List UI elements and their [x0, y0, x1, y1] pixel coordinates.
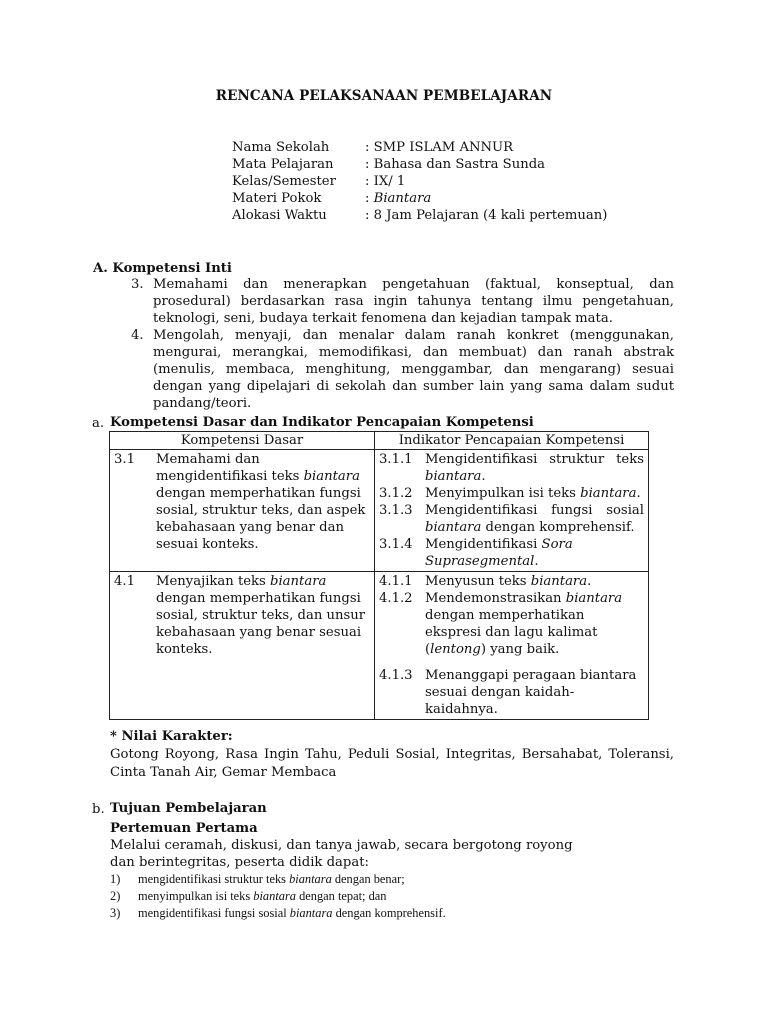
- list-item: [110, 871, 446, 888]
- table-header-cell: Kompetensi Dasar: [110, 432, 375, 450]
- list-item: [379, 451, 644, 485]
- tujuan-intro: Melalui ceramah, diskusi, dan tanya jawab, secara bergotong royong dan berintegritas, peserta didik dapat:: [110, 838, 573, 870]
- tujuan-list: [110, 871, 446, 922]
- ipk-text: Mendemonstrasikan biantara dengan memperhatikan ekspresi dan lagu kalimat (lentong) yang baik.: [425, 591, 623, 657]
- ipk-cell: [375, 572, 649, 720]
- ki-number: 4.: [131, 328, 144, 343]
- list-item: [379, 485, 644, 502]
- ipk-number: 4.1.2: [379, 591, 413, 606]
- ipk-text: Mengidentifikasi struktur teks biantara.: [425, 452, 644, 484]
- karakter-text: Gotong Royong, Rasa Ingin Tahu, Peduli Sosial, Integritas, Bersahabat, Toleransi, Cinta Tanah Air, Gemar Membaca: [110, 747, 674, 780]
- identity-label: Mata Pelajaran: [232, 157, 334, 172]
- document-title: RENCANA PELAKSANAAN PEMBELAJARAN: [215, 88, 553, 104]
- list-item: [379, 590, 644, 658]
- ki-text: Memahami dan menerapkan pengetahuan (faktual, konseptual, dan prosedural) berdasarkan rasa ingin tahunya tentang ilmu pengetahuan, teknologi, seni, budaya terkait fenomena dan kejadian tampak mata.: [153, 277, 674, 326]
- list-item: [110, 888, 446, 905]
- table-row: [110, 572, 649, 720]
- section-heading-kd: Kompetensi Dasar dan Indikator Pencapaian Kompetensi: [110, 415, 534, 430]
- ipk-text: Mengidentifikasi Sora Suprasegmental.: [425, 537, 573, 569]
- list-item: [379, 573, 644, 590]
- identity-label: Materi Pokok: [232, 191, 322, 206]
- ipk-number: 4.1.3: [379, 668, 413, 683]
- kd-cell: [110, 572, 375, 720]
- ki-number: 3.: [131, 277, 144, 292]
- kd-number: 3.1: [114, 452, 135, 467]
- section-heading-tujuan: Tujuan Pembelajaran: [110, 801, 267, 816]
- identity-label: Alokasi Waktu: [232, 208, 327, 223]
- ipk-number: 3.1.4: [379, 537, 413, 552]
- list-number: 2): [110, 889, 121, 903]
- ipk-number: 3.1.3: [379, 503, 413, 518]
- list-text: menyimpulkan isi teks biantara dengan tepat; dan: [138, 889, 387, 903]
- list-item: [379, 536, 644, 570]
- section-marker: a.: [92, 416, 105, 431]
- table-header-cell: Indikator Pencapaian Kompetensi: [375, 432, 649, 450]
- identity-value: : Bahasa dan Sastra Sunda: [365, 157, 546, 172]
- identity-value: : Biantara: [365, 191, 432, 206]
- list-number: 1): [110, 872, 121, 886]
- kd-table: [109, 431, 649, 720]
- ipk-text: Menyusun teks biantara.: [425, 574, 592, 589]
- ipk-cell: [375, 450, 649, 572]
- list-item: [379, 667, 644, 718]
- ipk-text: Menyimpulkan isi teks biantara.: [425, 486, 641, 501]
- identity-value: : IX/ 1: [365, 174, 406, 189]
- identity-value: : 8 Jam Pelajaran (4 kali pertemuan): [365, 208, 608, 223]
- list-item: [110, 905, 446, 922]
- section-heading-ki: A. Kompetensi Inti: [93, 261, 232, 276]
- list-number: 3): [110, 906, 121, 920]
- subheading-pertemuan: Pertemuan Pertama: [110, 821, 258, 836]
- ipk-number: 4.1.1: [379, 574, 413, 589]
- ki-text: Mengolah, menyaji, dan menalar dalam ranah konkret (menggunakan, mengurai, merangkai, memodifikasi, dan membuat) dan ranah abstrak (menulis, membaca, menghitung, menggambar, dan mengarang) sesuai dengan yang dipelajari di sekolah dan sumber lain yang sama dalam sudut pandang/teori.: [153, 328, 674, 411]
- list-text: mengidentifikasi fungsi sosial biantara dengan komprehensif.: [138, 906, 446, 920]
- table-header-row: [110, 432, 649, 450]
- kd-cell: [110, 450, 375, 572]
- kd-text: Menyajikan teks biantara dengan memperhatikan fungsi sosial, struktur teks, dan unsur kebahasaan yang benar sesuai konteks.: [156, 574, 366, 657]
- kd-number: 4.1: [114, 574, 135, 589]
- ipk-number: 3.1.2: [379, 486, 413, 501]
- table-row: [110, 450, 649, 572]
- identity-label: Nama Sekolah: [232, 140, 330, 155]
- kd-text: Memahami dan mengidentifikasi teks biantara dengan memperhatikan fungsi sosial, struktur teks, dan aspek kebahasaan yang benar dan sesuai konteks.: [156, 452, 366, 552]
- ipk-number: 3.1.1: [379, 452, 413, 467]
- karakter-heading: * Nilai Karakter:: [110, 729, 233, 744]
- list-item: [379, 502, 644, 536]
- list-text: mengidentifikasi struktur teks biantara dengan benar;: [138, 872, 405, 886]
- identity-value: : SMP ISLAM ANNUR: [365, 140, 514, 155]
- identity-label: Kelas/Semester: [232, 174, 336, 189]
- section-marker: b.: [92, 802, 105, 817]
- ipk-text: Menanggapi peragaan biantara sesuai dengan kaidah-kaidahnya.: [425, 668, 637, 717]
- ipk-text: Mengidentifikasi fungsi sosial biantara dengan komprehensif.: [425, 503, 644, 535]
